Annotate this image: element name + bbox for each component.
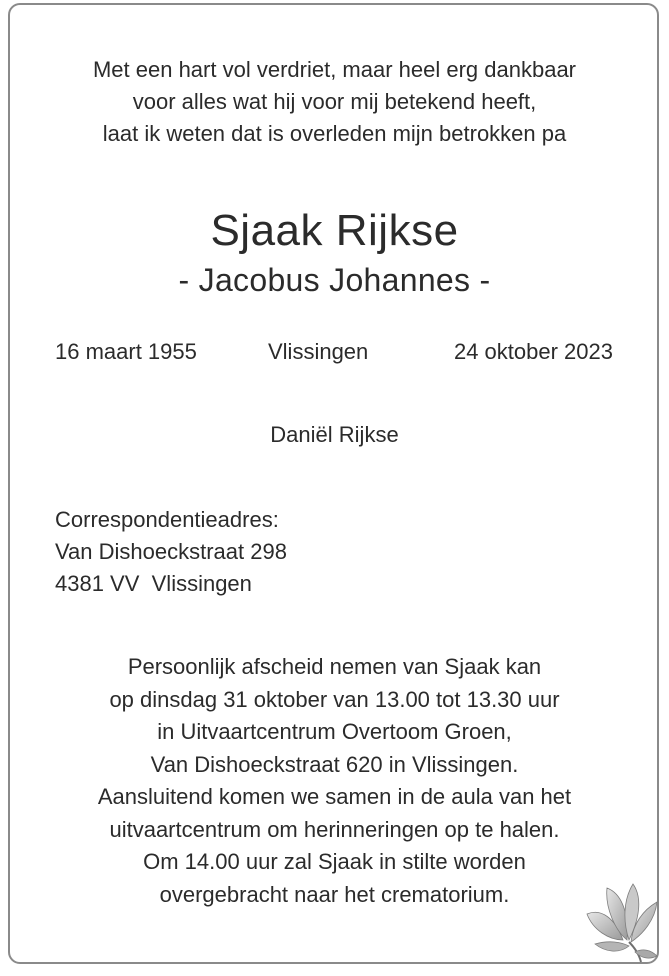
farewell-line: Om 14.00 uur zal Sjaak in stilte worden <box>143 849 526 874</box>
intro-line: laat ik weten dat is overleden mijn betrokken pa <box>102 121 567 146</box>
address-label: Correspondentieadres: <box>55 507 279 532</box>
birth-date: 16 maart 1955 <box>55 339 197 364</box>
deceased-full-name: - Jacobus Johannes - <box>178 262 491 298</box>
farewell-line: overgebracht naar het crematorium. <box>159 881 510 907</box>
intro-line: Met een hart vol verdriet, maar heel erg dankbaar <box>92 57 577 82</box>
magnolia-flower-icon <box>583 882 661 964</box>
farewell-line: Aansluitend komen we samen in de aula van het <box>97 784 572 809</box>
farewell-line: in Uitvaartcentrum Overtoom Groen, <box>157 719 512 744</box>
intro-line: voor alles wat hij voor mij betekend heeft, <box>132 89 537 114</box>
place-of-death: Vlissingen <box>268 339 369 364</box>
address-street: Van Dishoeckstraat 298 <box>55 539 287 564</box>
address-city: 4381 VV Vlissingen <box>55 571 252 596</box>
correspondence-address <box>55 504 287 600</box>
intro-text <box>0 54 669 150</box>
farewell-line: Van Dishoeckstraat 620 in Vlissingen. <box>150 751 519 777</box>
farewell-line: Persoonlijk afscheid nemen van Sjaak kan <box>127 654 542 679</box>
farewell-line: uitvaartcentrum om herinneringen op te halen. <box>109 816 560 842</box>
death-date: 24 oktober 2023 <box>453 339 613 364</box>
farewell-line: op dinsdag 31 oktober van 13.00 tot 13.30 uur <box>109 686 560 712</box>
relative-name: Daniël Rijkse <box>270 422 399 447</box>
deceased-name: Sjaak Rijkse <box>210 206 459 255</box>
farewell-details <box>0 651 669 911</box>
